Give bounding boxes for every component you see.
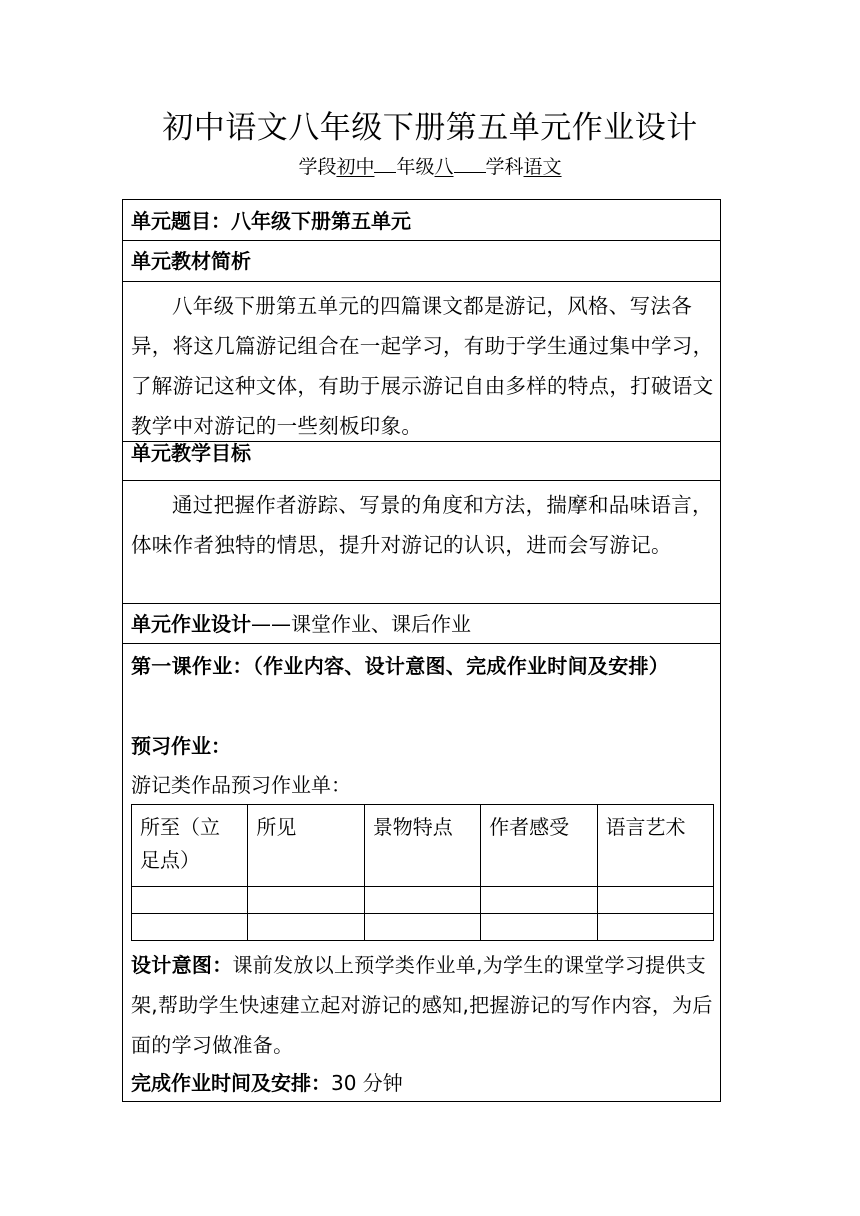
design-table [122, 199, 721, 1102]
design-heading [131, 604, 471, 644]
worksheet-cell[interactable] [597, 886, 713, 913]
worksheet-col-standpoint: 所至（立足点） [132, 805, 248, 887]
worksheet-empty-row [132, 913, 714, 940]
subject-value: 语文 [523, 156, 562, 178]
design-heading-rest: ——课堂作业、课后作业 [251, 612, 471, 636]
intent-label: 设计意图： [131, 953, 233, 977]
row-divider [123, 281, 720, 282]
worksheet-cell[interactable] [597, 913, 713, 940]
time-arrangement [131, 1065, 403, 1101]
worksheet-table [131, 804, 714, 941]
subtitle-line [0, 153, 860, 180]
row-divider [123, 643, 720, 644]
worksheet-cell[interactable] [481, 913, 597, 940]
lesson1-heading: 第一课作业：（作业内容、设计意图、完成作业时间及安排） [131, 654, 670, 678]
worksheet-header-row [132, 805, 714, 887]
intent-text: 课前发放以上预学类作业单,为学生的课堂学习提供支架,帮助学生快速建立起对游记的感知,把握游记的写作内容，为后面的学习做准备。 [131, 953, 713, 1057]
stage-value: 初中 [336, 156, 375, 178]
time-label: 完成作业时间及安排： [131, 1071, 331, 1095]
worksheet-cell[interactable] [132, 886, 248, 913]
worksheet-empty-row [132, 886, 714, 913]
unit-topic: 单元题目：八年级下册第五单元 [131, 209, 411, 233]
stage-blank [374, 153, 396, 173]
grade-label: 年级 [396, 156, 435, 178]
worksheet-cell[interactable] [364, 913, 480, 940]
page-title: 初中语文八年级下册第五单元作业设计 [162, 110, 698, 146]
worksheet-col-features: 景物特点 [364, 805, 480, 887]
design-heading-bold: 单元作业设计 [131, 612, 251, 636]
grade-value: 八 [434, 156, 454, 178]
goals-paragraph: 通过把握作者游踪、写景的角度和方法，揣摩和品味语言，体味作者独特的情思，提升对游记的认识，进而会写游记。 [131, 493, 713, 557]
time-value: 30 分钟 [331, 1071, 403, 1095]
worksheet-cell[interactable] [481, 886, 597, 913]
worksheet-col-feelings: 作者感受 [481, 805, 597, 887]
worksheet-col-language: 语言艺术 [597, 805, 713, 887]
worksheet-col-seen: 所见 [248, 805, 364, 887]
preview-heading: 预习作业： [131, 734, 231, 758]
grade-blank [454, 153, 486, 173]
worksheet-cell[interactable] [364, 886, 480, 913]
row-divider [123, 480, 720, 481]
worksheet-cell[interactable] [248, 886, 364, 913]
goals-heading: 单元教学目标 [131, 441, 251, 465]
stage-label: 学段 [298, 156, 337, 178]
analysis-paragraph: 八年级下册第五单元的四篇课文都是游记，风格、写法各异，将这几篇游记组合在一起学习，有助于学生通过集中学习，了解游记这种文体，有助于展示游记自由多样的特点，打破语文教学中对游记的一些刻板印象。 [131, 294, 714, 438]
subject-label: 学科 [485, 156, 524, 178]
worksheet-intro: 游记类作品预习作业单： [131, 773, 351, 797]
worksheet-cell[interactable] [132, 913, 248, 940]
worksheet-cell[interactable] [248, 913, 364, 940]
design-intent [131, 945, 715, 1065]
analysis-heading: 单元教材简析 [131, 249, 251, 273]
